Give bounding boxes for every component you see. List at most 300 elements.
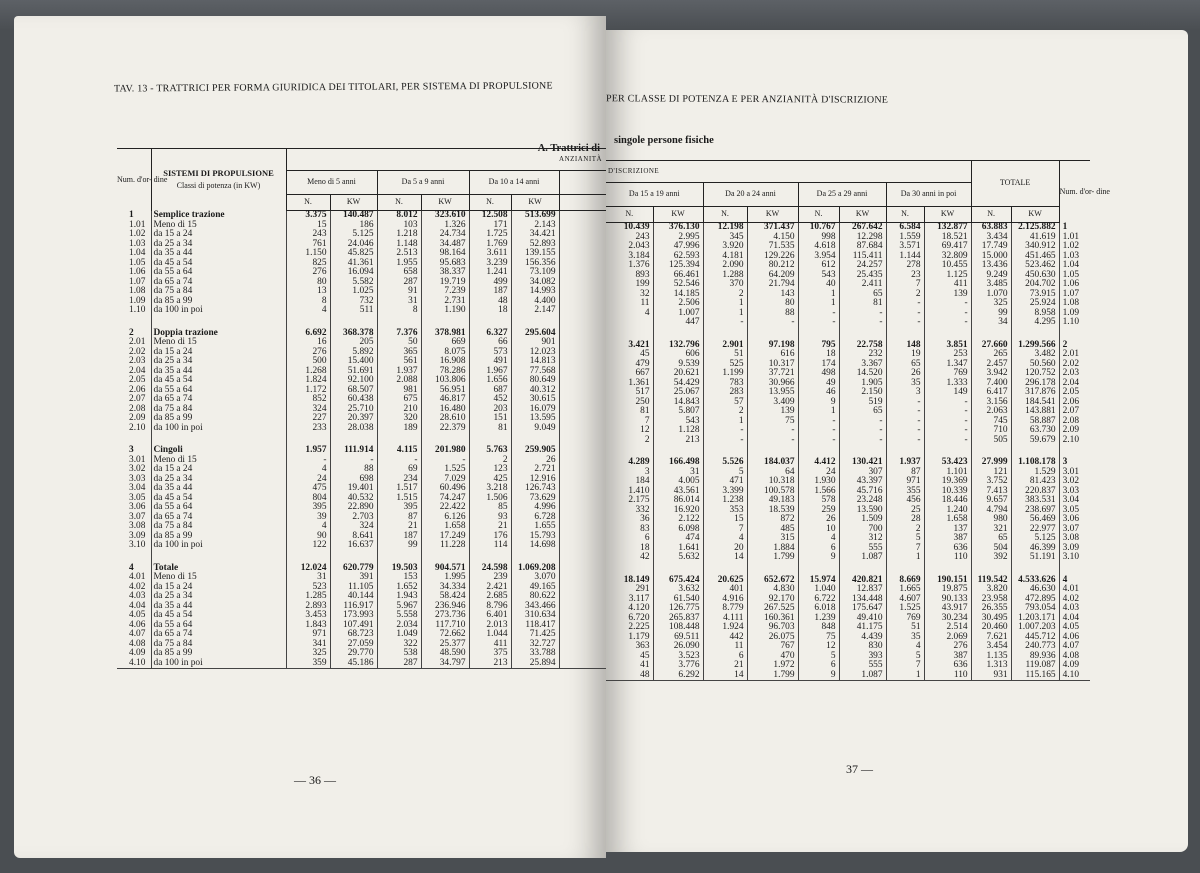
data-cell: 259.905 bbox=[511, 446, 559, 456]
data-cell: 2.063 bbox=[971, 407, 1011, 417]
data-cell: 6.098 bbox=[653, 525, 703, 535]
data-cell: 10.318 bbox=[747, 477, 798, 487]
spacer-cell bbox=[559, 386, 606, 396]
row-number: 4.09 bbox=[129, 648, 146, 658]
data-cell: 732 bbox=[330, 297, 377, 307]
data-cell: 26 bbox=[886, 369, 924, 379]
data-cell: 4.439 bbox=[839, 633, 886, 643]
data-cell: 31 bbox=[377, 297, 421, 307]
data-cell: 391 bbox=[330, 573, 377, 583]
spacer-cell bbox=[559, 602, 606, 612]
data-cell: 273.736 bbox=[421, 611, 469, 621]
row-number: 4.06 bbox=[129, 619, 146, 630]
row-label: da 75 a 84 bbox=[151, 522, 286, 532]
data-cell: 213 bbox=[469, 659, 511, 669]
data-cell: 28.038 bbox=[330, 424, 377, 434]
row-number: 3.06 bbox=[129, 502, 146, 512]
data-cell: - bbox=[924, 398, 971, 408]
data-cell: 90.133 bbox=[924, 595, 971, 605]
data-cell: 1.007.203 bbox=[1011, 623, 1059, 633]
data-cell: 315 bbox=[747, 534, 798, 544]
row-number: 1.06 bbox=[1059, 280, 1090, 290]
data-cell: 491 bbox=[469, 357, 511, 367]
row-label: da 15 a 24 bbox=[151, 583, 286, 593]
data-cell: 980 bbox=[971, 515, 1011, 525]
table-title: TAV. 13 - TRATTRICI PER FORMA GIURIDICA DEI TITOLARI, PER SISTEMA DI PROPULSIONE bbox=[113, 80, 553, 95]
data-cell: 62.593 bbox=[653, 252, 703, 262]
row-number: 4.08 bbox=[129, 638, 146, 649]
row-label: da 35 a 44 bbox=[151, 367, 286, 377]
data-cell: 12 bbox=[798, 642, 839, 652]
row-number: 2.03 bbox=[1059, 369, 1090, 379]
data-cell: 555 bbox=[839, 544, 886, 554]
data-cell: 87 bbox=[377, 513, 421, 523]
row-number: 2 bbox=[129, 327, 134, 338]
data-cell: 1.658 bbox=[924, 515, 971, 525]
header-spacer bbox=[559, 171, 606, 195]
data-cell: 7.621 bbox=[971, 633, 1011, 643]
data-cell: 98.164 bbox=[421, 249, 469, 259]
data-cell: 30.495 bbox=[971, 614, 1011, 624]
header-age-3: Da 15 a 19 anni bbox=[606, 183, 703, 207]
header-iscrizione: D'ISCRIZIONE bbox=[606, 161, 971, 183]
data-cell: 49.183 bbox=[747, 496, 798, 506]
data-cell: 96.703 bbox=[747, 623, 798, 633]
row-number: 1 bbox=[1059, 223, 1090, 233]
data-cell: 505 bbox=[971, 436, 1011, 446]
header-n: N. bbox=[469, 195, 511, 211]
data-cell: 3.184 bbox=[628, 250, 650, 261]
row-number: 4 bbox=[1059, 576, 1090, 586]
row-label: da 65 a 74 bbox=[151, 395, 286, 405]
row-number: 1.04 bbox=[129, 248, 146, 258]
header-num: Num. d'or- dine bbox=[117, 149, 151, 211]
group-spacer bbox=[606, 563, 1090, 576]
row-number: 4.06 bbox=[1059, 633, 1090, 643]
data-cell: 2.506 bbox=[653, 299, 703, 309]
data-cell: 22.422 bbox=[421, 503, 469, 513]
data-cell: 4 bbox=[286, 522, 330, 532]
data-cell: 18.539 bbox=[747, 506, 798, 516]
data-cell: 3.454 bbox=[971, 642, 1011, 652]
data-cell: 139 bbox=[747, 407, 798, 417]
header-num: Num. d'or- dine bbox=[1059, 161, 1090, 223]
data-cell: 1.515 bbox=[377, 494, 421, 504]
data-cell: 72.662 bbox=[421, 630, 469, 640]
data-cell: 523.462 bbox=[1011, 261, 1059, 271]
data-cell: 81 bbox=[469, 424, 511, 434]
data-cell: 110 bbox=[924, 553, 971, 563]
data-cell: 1.824 bbox=[286, 376, 330, 386]
row-number: 2.08 bbox=[1059, 417, 1090, 427]
row-number: 3.07 bbox=[1059, 525, 1090, 535]
data-cell: 53.423 bbox=[924, 458, 971, 468]
data-cell: 13.436 bbox=[971, 261, 1011, 271]
data-cell: 2.514 bbox=[924, 623, 971, 633]
data-cell: 236.946 bbox=[421, 602, 469, 612]
data-cell: 3.611 bbox=[469, 249, 511, 259]
spacer-cell bbox=[559, 475, 606, 485]
data-cell: 12.023 bbox=[511, 348, 559, 358]
data-cell: 852 bbox=[286, 395, 330, 405]
data-cell: 658 bbox=[377, 268, 421, 278]
data-cell: 126.743 bbox=[511, 484, 559, 494]
row-label: da 55 a 64 bbox=[151, 268, 286, 278]
data-cell: 10.767 bbox=[798, 223, 839, 233]
data-cell: 45.825 bbox=[330, 249, 377, 259]
data-cell: 332 bbox=[635, 504, 650, 515]
row-label: Meno di 15 bbox=[151, 456, 286, 466]
data-cell: 11.228 bbox=[421, 541, 469, 551]
data-cell: 31 bbox=[286, 573, 330, 583]
data-cell: - bbox=[747, 426, 798, 436]
data-cell: 1.799 bbox=[747, 553, 798, 563]
spacer-cell bbox=[559, 414, 606, 424]
data-cell: 324 bbox=[286, 405, 330, 415]
data-cell: 18.446 bbox=[924, 496, 971, 506]
data-cell: 620.779 bbox=[330, 564, 377, 574]
row-number: 4 bbox=[129, 562, 134, 573]
table-row bbox=[606, 553, 1090, 563]
data-cell: 24.046 bbox=[330, 240, 377, 250]
spacer-cell bbox=[559, 583, 606, 593]
data-cell: 23.958 bbox=[971, 595, 1011, 605]
data-cell: 471 bbox=[703, 477, 747, 487]
spacer-cell bbox=[559, 630, 606, 640]
spacer-cell bbox=[559, 405, 606, 415]
spacer-cell bbox=[559, 503, 606, 513]
spacer-cell bbox=[559, 357, 606, 367]
header-age-5: Da 25 a 29 anni bbox=[798, 183, 886, 207]
data-cell: 80.212 bbox=[747, 261, 798, 271]
data-cell: 25.894 bbox=[511, 659, 559, 669]
row-number: 3.09 bbox=[129, 530, 146, 541]
data-cell: 160.361 bbox=[747, 614, 798, 624]
data-cell: 134.448 bbox=[839, 595, 886, 605]
data-cell: 20.625 bbox=[703, 576, 747, 586]
table-row bbox=[606, 223, 1090, 233]
page-number-right: 37 — bbox=[846, 762, 873, 776]
spacer-cell bbox=[559, 306, 606, 316]
data-cell: 58.887 bbox=[1011, 417, 1059, 427]
data-cell: 1.268 bbox=[286, 367, 330, 377]
data-cell: 4.830 bbox=[747, 585, 798, 595]
data-cell: 1.125 bbox=[924, 271, 971, 281]
data-cell: 243 bbox=[635, 231, 650, 242]
spacer-cell bbox=[559, 446, 606, 456]
data-cell: 474 bbox=[653, 534, 703, 544]
data-cell: 119.087 bbox=[1011, 661, 1059, 671]
row-label: da 45 a 54 bbox=[151, 611, 286, 621]
data-cell: 27.999 bbox=[971, 458, 1011, 468]
data-cell: 370 bbox=[703, 280, 747, 290]
data-cell: 340.912 bbox=[1011, 242, 1059, 252]
data-cell: 500 bbox=[286, 357, 330, 367]
data-cell: 4.607 bbox=[886, 595, 924, 605]
row-label: Meno di 15 bbox=[151, 573, 286, 583]
header-sistemi bbox=[151, 149, 286, 211]
header-n: N. bbox=[377, 195, 421, 211]
data-cell: 63.730 bbox=[1011, 426, 1059, 436]
data-cell: 75 bbox=[798, 633, 839, 643]
data-cell: 2.225 bbox=[628, 622, 650, 632]
data-cell: 1.955 bbox=[377, 259, 421, 269]
data-cell: 276 bbox=[924, 642, 971, 652]
data-cell: 153 bbox=[377, 573, 421, 583]
data-cell: - bbox=[924, 318, 971, 328]
data-cell: 3 bbox=[644, 466, 650, 477]
header-n: N. bbox=[971, 207, 1011, 223]
row-number: 1.07 bbox=[129, 276, 146, 287]
data-cell: 1.299.566 bbox=[1011, 341, 1059, 351]
data-cell: 35 bbox=[886, 633, 924, 643]
data-cell: 2.411 bbox=[839, 280, 886, 290]
data-cell: 18 bbox=[798, 350, 839, 360]
data-cell: 125.394 bbox=[653, 261, 703, 271]
data-cell: 3.218 bbox=[469, 484, 511, 494]
row-number: 4.04 bbox=[1059, 614, 1090, 624]
data-cell: 118.417 bbox=[511, 621, 559, 631]
spacer-cell bbox=[559, 338, 606, 348]
row-number: 3.08 bbox=[129, 521, 146, 531]
row-number: 1.04 bbox=[1059, 261, 1090, 271]
data-cell: 4.120 bbox=[628, 603, 650, 613]
data-cell: 37.721 bbox=[747, 369, 798, 379]
data-cell: 901 bbox=[511, 338, 559, 348]
spacer-cell bbox=[559, 287, 606, 297]
data-cell: 401 bbox=[703, 585, 747, 595]
data-cell: 137 bbox=[924, 525, 971, 535]
data-cell: 103 bbox=[377, 221, 421, 231]
data-cell: 387 bbox=[924, 534, 971, 544]
data-cell: 1.529 bbox=[1011, 468, 1059, 478]
data-cell: 238.697 bbox=[1011, 506, 1059, 516]
row-label: da 25 a 34 bbox=[151, 357, 286, 367]
data-cell: 561 bbox=[377, 357, 421, 367]
row-number: 2.09 bbox=[1059, 426, 1090, 436]
data-cell: 1.937 bbox=[377, 367, 421, 377]
data-cell: 517 bbox=[635, 387, 650, 397]
data-cell: 25 bbox=[886, 506, 924, 516]
data-cell: 578 bbox=[798, 496, 839, 506]
data-cell: - bbox=[703, 436, 747, 446]
spacer-cell bbox=[559, 649, 606, 659]
row-number: 2.06 bbox=[1059, 398, 1090, 408]
spacer-cell bbox=[559, 456, 606, 466]
data-cell: 4.794 bbox=[971, 506, 1011, 516]
table-title-continued: PER CLASSE DI POTENZA E PER ANZIANITÀ D'ISCRIZIONE bbox=[605, 93, 889, 106]
data-cell: 5.125 bbox=[330, 230, 377, 240]
row-label: Meno di 15 bbox=[151, 338, 286, 348]
row-number: 1.10 bbox=[1059, 318, 1090, 328]
table-row bbox=[606, 436, 1090, 446]
data-cell: 68.507 bbox=[330, 386, 377, 396]
data-cell: 9 bbox=[798, 398, 839, 408]
data-cell: 267.525 bbox=[747, 604, 798, 614]
data-cell: 6.720 bbox=[628, 612, 650, 623]
data-cell: - bbox=[798, 318, 839, 328]
data-cell: 139 bbox=[924, 290, 971, 300]
data-cell: 573 bbox=[469, 348, 511, 358]
data-cell: - bbox=[924, 417, 971, 427]
data-cell: 1.135 bbox=[971, 652, 1011, 662]
spacer-cell bbox=[559, 376, 606, 386]
data-cell: - bbox=[886, 436, 924, 446]
row-number: 3.05 bbox=[129, 492, 146, 503]
data-cell: 6.401 bbox=[469, 611, 511, 621]
header-n: N. bbox=[798, 207, 839, 223]
data-cell: 143 bbox=[747, 290, 798, 300]
row-number: 3.06 bbox=[1059, 515, 1090, 525]
row-number: 2.06 bbox=[129, 384, 146, 395]
data-cell: 77.568 bbox=[511, 367, 559, 377]
data-cell: 12.024 bbox=[286, 564, 330, 574]
data-cell: 201.980 bbox=[421, 446, 469, 456]
data-cell: 543 bbox=[798, 271, 839, 281]
data-cell: 1.190 bbox=[421, 306, 469, 316]
data-cell: 283 bbox=[703, 388, 747, 398]
header-kw: KW bbox=[330, 195, 377, 211]
data-cell: 767 bbox=[747, 642, 798, 652]
data-cell: 393 bbox=[839, 652, 886, 662]
data-cell: 38.337 bbox=[421, 268, 469, 278]
right-data-table bbox=[606, 160, 1110, 681]
row-number: 3.04 bbox=[1059, 496, 1090, 506]
data-cell: 2.090 bbox=[703, 261, 747, 271]
data-cell: 783 bbox=[703, 379, 747, 389]
data-cell: 68.723 bbox=[330, 630, 377, 640]
data-cell: 69.511 bbox=[653, 633, 703, 643]
data-cell: 511 bbox=[330, 306, 377, 316]
data-cell: - bbox=[703, 426, 747, 436]
data-cell: 19.875 bbox=[924, 585, 971, 595]
row-number: 2.05 bbox=[1059, 388, 1090, 398]
data-cell: 26.075 bbox=[747, 633, 798, 643]
page-number-left: — 36 — bbox=[294, 773, 336, 787]
data-cell: 1.040 bbox=[798, 585, 839, 595]
data-cell: 1.937 bbox=[886, 458, 924, 468]
data-cell: 2.175 bbox=[628, 495, 650, 505]
data-cell: 2.088 bbox=[377, 376, 421, 386]
data-cell: 543 bbox=[653, 417, 703, 427]
data-cell: 295.604 bbox=[511, 329, 559, 339]
data-cell: 519 bbox=[839, 398, 886, 408]
data-cell: 14 bbox=[703, 671, 747, 681]
data-cell: 24 bbox=[798, 468, 839, 478]
data-cell: 2.122 bbox=[653, 515, 703, 525]
data-cell: 65 bbox=[839, 290, 886, 300]
row-number: 2.02 bbox=[1059, 360, 1090, 370]
row-label: da 55 a 64 bbox=[151, 503, 286, 513]
data-cell: 171 bbox=[469, 221, 511, 231]
data-cell: 48 bbox=[469, 297, 511, 307]
data-cell: 355 bbox=[886, 487, 924, 497]
row-number: 4.09 bbox=[1059, 661, 1090, 671]
data-cell: 1 bbox=[798, 299, 839, 309]
data-cell: 243 bbox=[286, 230, 330, 240]
data-cell: 1.288 bbox=[703, 271, 747, 281]
spacer-cell bbox=[559, 395, 606, 405]
data-cell: 2.731 bbox=[421, 297, 469, 307]
row-number: 2.05 bbox=[129, 375, 146, 385]
data-cell: 148 bbox=[886, 341, 924, 351]
data-cell: 4.181 bbox=[703, 252, 747, 262]
header-n: N. bbox=[606, 207, 653, 223]
row-number: 3.09 bbox=[1059, 544, 1090, 554]
data-cell: 8.641 bbox=[330, 532, 377, 542]
data-cell: 475 bbox=[286, 484, 330, 494]
data-cell: 26 bbox=[511, 456, 559, 466]
data-cell: 392 bbox=[971, 553, 1011, 563]
data-cell: 3.453 bbox=[286, 611, 330, 621]
header-kw: KW bbox=[421, 195, 469, 211]
data-cell: 375 bbox=[469, 649, 511, 659]
data-cell: 371.437 bbox=[747, 223, 798, 233]
data-cell: 15.400 bbox=[330, 357, 377, 367]
data-cell: 675.424 bbox=[653, 576, 703, 586]
data-cell: 4 bbox=[644, 307, 650, 318]
data-cell: 92.100 bbox=[330, 376, 377, 386]
data-cell: 19.401 bbox=[330, 484, 377, 494]
row-label: da 25 a 34 bbox=[151, 475, 286, 485]
data-cell: - bbox=[839, 309, 886, 319]
data-cell: - bbox=[886, 407, 924, 417]
data-cell: 34.082 bbox=[511, 278, 559, 288]
data-cell: 1 bbox=[703, 299, 747, 309]
data-cell: 74.247 bbox=[421, 494, 469, 504]
data-cell: 5.763 bbox=[469, 446, 511, 456]
table-row bbox=[606, 318, 1090, 328]
data-cell: 3.752 bbox=[971, 477, 1011, 487]
data-cell: 1.087 bbox=[839, 553, 886, 563]
data-cell: 60.438 bbox=[330, 395, 377, 405]
data-cell: 538 bbox=[377, 649, 421, 659]
data-cell: 2.034 bbox=[377, 621, 421, 631]
data-cell: 1.924 bbox=[703, 623, 747, 633]
data-cell: 652.672 bbox=[747, 576, 798, 586]
data-cell: 23.248 bbox=[839, 496, 886, 506]
data-cell: 65 bbox=[971, 534, 1011, 544]
data-cell: 745 bbox=[971, 417, 1011, 427]
row-label: Doppia trazione bbox=[151, 329, 286, 339]
table-row bbox=[606, 458, 1090, 468]
row-label: da 100 in poi bbox=[151, 659, 286, 669]
row-number: 2.08 bbox=[129, 403, 146, 414]
row-number: 1.06 bbox=[129, 267, 146, 277]
data-cell: 90 bbox=[286, 532, 330, 542]
data-cell: 99 bbox=[377, 541, 421, 551]
header-classi-label: Classi di potenza (in KW) bbox=[176, 181, 261, 191]
data-cell: 2.513 bbox=[377, 249, 421, 259]
row-number: 1.03 bbox=[1059, 252, 1090, 262]
data-cell: 187 bbox=[377, 532, 421, 542]
data-cell: 16.908 bbox=[421, 357, 469, 367]
row-label: da 100 in poi bbox=[151, 424, 286, 434]
data-cell: 111.914 bbox=[330, 446, 377, 456]
data-cell: 7.029 bbox=[421, 475, 469, 485]
data-cell: 15 bbox=[703, 515, 747, 525]
header-age-6: Da 30 anni in poi bbox=[886, 183, 971, 207]
data-cell: 46 bbox=[798, 388, 839, 398]
data-cell: 187 bbox=[469, 287, 511, 297]
spacer-cell bbox=[559, 659, 606, 669]
data-cell: 425 bbox=[469, 475, 511, 485]
data-cell: 667 bbox=[635, 368, 650, 378]
row-number: 4.07 bbox=[1059, 642, 1090, 652]
data-cell: 1.361 bbox=[628, 377, 650, 388]
data-cell: 41.619 bbox=[1011, 233, 1059, 243]
data-cell: 6.584 bbox=[886, 223, 924, 233]
